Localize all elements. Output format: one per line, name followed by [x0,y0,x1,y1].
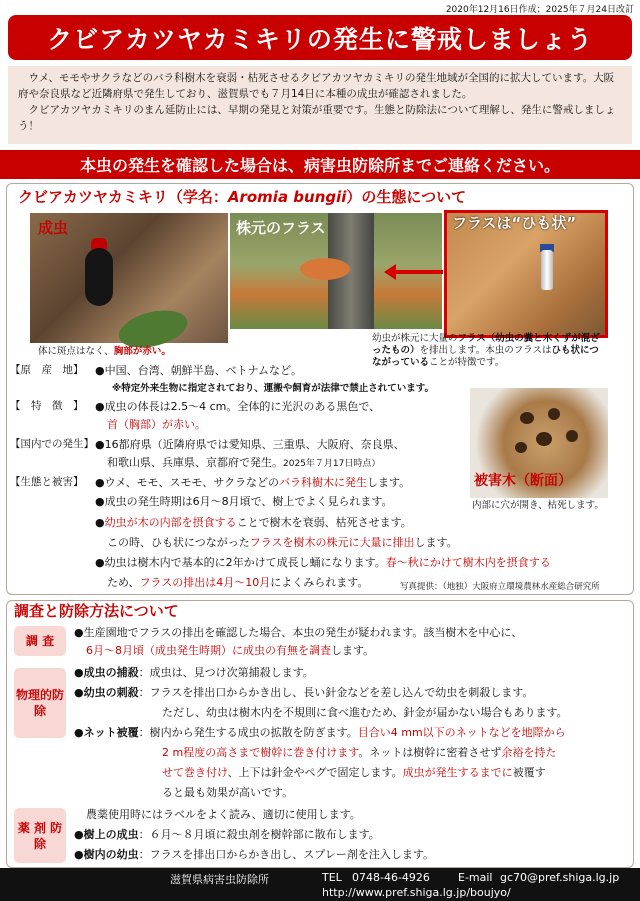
survey-line-1: ●生産園地でフラスの排出を確認した場合、本虫の発生が疑われます。該当樹木を中心に、 [74,626,523,639]
survey-line-2: 6月～8月頃（成虫発生時期）に成虫の有無を調査します。 [86,644,375,657]
chem-line-1: 農薬使用時にはラベルをよく読み、適切に使用します。 [86,808,361,821]
survey-tag: 調 査 [14,626,66,656]
chemical-control-tag: 薬 剤 防 除 [14,808,66,863]
damage-label: 【生態と被害】 [10,476,84,488]
domestic-label: 【国内での発生】 [10,438,94,450]
feature-text: ●成虫の体長は2.5～4 cm。全体的に光沢のある黒色で、 [95,400,381,413]
stab-line-2: ただし、幼虫は樹木内を不規則に食べ進むため、針金が届かない場合もあります。 [162,706,568,719]
damage-line-5: ●幼虫は樹木内で基本的に2年かけて成長し蛹になります。春～秋にかけて樹木内を摂食する [95,556,551,569]
adult-photo-label: 成虫 [38,219,69,237]
damage-photo-label: 被害木（断面） [474,473,572,489]
contact-warning: 本虫の発生を確認した場合は、病害虫防除所までご連絡ください。 [0,150,640,179]
chem-line-3: ●樹内の幼虫：フラスを排出口からかき出し、スプレー剤を注入します。 [74,848,434,861]
damage-line-4: この時、ひも状につながったフラスを樹木の株元に大量に排出します。 [107,536,458,549]
intro-paragraph-1: ウメ、モモやサクラなどのバラ科樹木を衰弱・枯死させるクビアカツヤカミキリの発生地域が全国的に拡大しています。大阪府や奈良県など近隣府県で発生しており、滋賀県でも７月14日に本種の成虫が確認されました。 [18,72,615,100]
capture-line: ●成虫の捕殺：成虫は、見つけ次第捕殺します。 [74,666,314,679]
bore-hole-shape [515,442,527,453]
physical-control-tag: 物理的防除 [14,668,66,738]
frass-photo-caption: 幼虫が株元に大量のフラス（幼虫の糞と木くずが混ざったもの）を排出します。本虫のフラスはひも状につながっていることが特徴です。 [372,333,600,368]
domestic-text: ●16都府県（近隣府県では愛知県、三重県、大阪府、奈良県、 [95,438,405,451]
ecology-heading: クビアカツヤカミキリ（学名：Aromia bungii）の生態について [18,188,467,206]
footer-org: 滋賀県病害虫防除所 [170,873,269,886]
damage-line-3: ●幼虫が木の内部を摂食することで樹木を衰弱、枯死させます。 [95,516,412,529]
adult-photo-caption: 体に斑点はなく、胸部が赤い。 [38,346,171,357]
intro-paragraph-2: クビアカツヤカミキリのまん延防止には、早期の発見と対策が重要です。生態と防除法について理解し、発生に警戒しましょう！ [18,104,616,132]
page-title: クビアカツヤカミキリの発生に警戒しましょう [8,15,632,60]
vial-shape [541,250,553,290]
footer-tel: 0748-46-4926 [352,871,430,884]
damage-line-6: ため、フラスの排出は4月～10月によくみられます。 [107,576,369,589]
damage-line-1: ●ウメ、モモ、スモモ、サクラなどのバラ科樹木に発生します。 [95,476,411,489]
survey-heading: 調査と防除方法について [14,602,179,620]
bore-hole-shape [548,408,560,420]
beetle-icon [85,248,113,306]
footer-tel-label: TEL [322,871,342,884]
photo-credit: 写真提供：（地独）大阪府立環境農林水産総合研究所 [400,582,600,592]
net-line-2: 2 m程度の高さまで樹幹に巻き付けます。ネットは樹幹に密着させず余裕を持た [162,746,557,759]
revision-date: 2020年12月16日作成；2025年７月24日改訂 [445,5,634,15]
bore-hole-shape [536,432,552,446]
damage-photo-caption: 内部に穴が開き、枯死します。 [472,500,604,511]
feature-text-2: 首（胸部）が赤い。 [107,418,206,431]
footer-email[interactable]: gc70@pref.shiga.lg.jp [500,871,620,884]
arrow-icon [395,270,443,274]
stump-photo-label: 株元のフラス [236,219,326,237]
net-line-1: ●ネット被覆：樹内から発生する成虫の拡散を防ぎます。目合い4 mm以下のネットなどを地際から [74,726,566,739]
net-line-3: せて巻き付け、上下は針金やペグで固定します。成虫が発生するまでに被覆す [162,766,546,779]
bore-hole-shape [566,430,578,442]
feature-label: 【 特 徴 】 [10,400,84,412]
arrow-head-icon [384,264,396,280]
stab-line: ●幼虫の刺殺：フラスを排出口からかき出し、長い針金などを差し込んで幼虫を刺殺します。 [74,686,534,699]
damage-line-2: ●成虫の発生時期は6月～8月頃で、樹上でよく見られます。 [95,495,393,508]
origin-note: ※特定外来生物に指定されており、運搬や飼育が法律で禁止されています。 [112,383,434,394]
frass-pile-shape [300,258,350,280]
string-photo-label: フラスは“ひも状” [452,214,577,232]
origin-label: 【原 産 地】 [10,364,84,376]
footer-url[interactable]: http://www.pref.shiga.lg.jp/boujyo/ [322,886,511,899]
net-line-4: ると最も効果が高いです。 [162,786,294,799]
origin-text: ●中国、台湾、朝鮮半島、ベトナムなど。 [95,364,303,377]
domestic-text-2: 和歌山県、兵庫県、京都府で発生。2025年７月17日時点） [107,456,381,469]
footer-email-label: E-mail [458,871,493,884]
bore-hole-shape [520,412,534,424]
intro-box [8,66,632,144]
chem-line-2: ●樹上の成虫：６月～８月頃に殺虫剤を樹幹部に散布します。 [74,828,380,841]
footer [0,868,640,901]
